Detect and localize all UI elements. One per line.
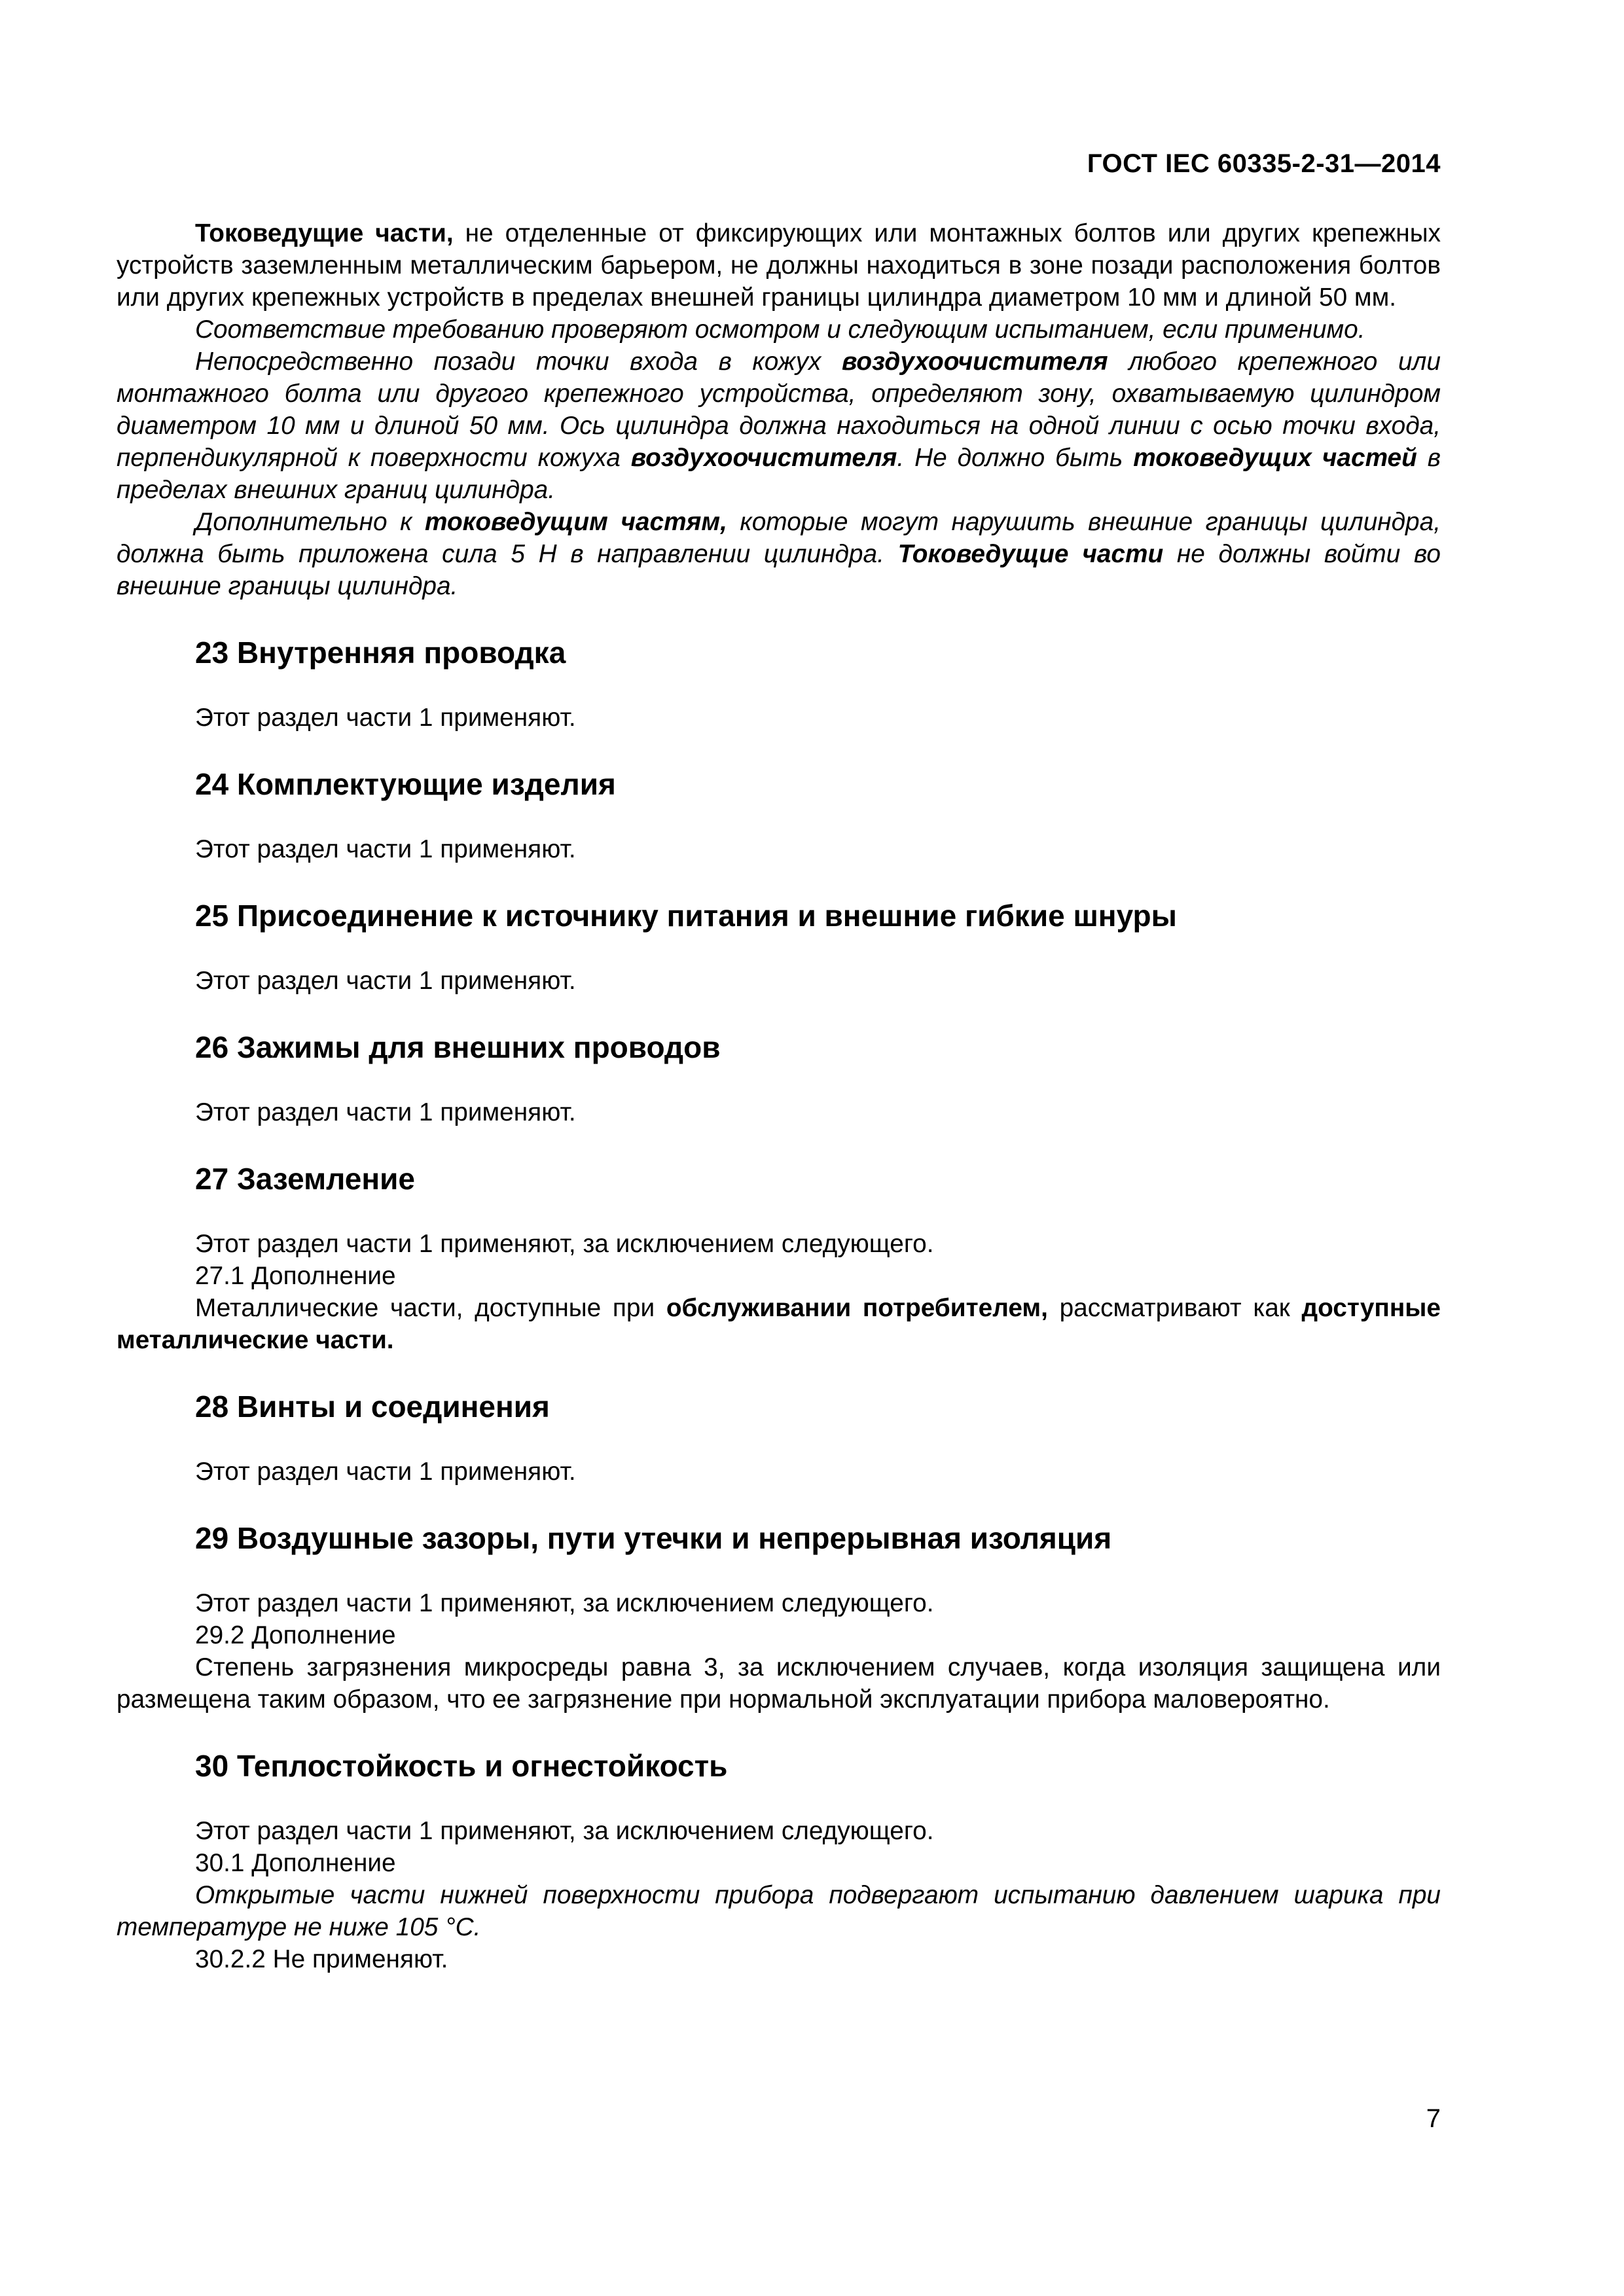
section-29-subclause: 29.2 Дополнение xyxy=(195,1621,396,1649)
section-29-paragraph: Степень загрязнения микросреды равна 3, за исключением случаев, когда изоляция защищена или размещена таким образом, что ее загрязнение при нормальной эксплуатации прибора маловероятно. xyxy=(117,1653,1441,1713)
section-27-paragraph xyxy=(117,1292,1441,1356)
section-24-text: Этот раздел части 1 применяют. xyxy=(195,835,576,863)
section-25-text: Этот раздел части 1 применяют. xyxy=(195,967,576,995)
section-25-title: 25 Присоединение к источнику питания и внешние гибкие шнуры xyxy=(195,899,1177,933)
section-23-title: 23 Внутренняя проводка xyxy=(195,636,566,670)
term-live-parts-2: токоведущих частей xyxy=(1133,444,1417,472)
standard-header: ГОСТ IEC 60335-2-31—2014 xyxy=(1087,149,1441,178)
section-23-text: Этот раздел части 1 применяют. xyxy=(195,704,576,732)
section-30-text: Этот раздел части 1 применяют, за исключением следующего. xyxy=(195,1817,934,1845)
section-29-title: 29 Воздушные зазоры, пути утечки и непрерывная изоляция xyxy=(195,1521,1112,1555)
section-29-text: Этот раздел части 1 применяют, за исключением следующего. xyxy=(195,1589,934,1617)
intro-p1-text: не отделенные от фиксирующих или монтажных болтов или других крепежных устройств заземленным металлическим барьером, не должны находиться в зоне позади расположения болтов или других крепежных устройств в пределах внешней границы цилиндра диаметром 10 мм и длиной 50 мм. xyxy=(117,219,1441,312)
intro-p4-c: которые могут нарушить внешние границы цилиндра, должна быть приложена сила 5 Н в направлении цилиндра. xyxy=(117,508,1441,568)
term-live-parts-4: Токоведущие части xyxy=(897,540,1164,568)
intro-p3-a: Непосредственно позади точки входа в кожух xyxy=(195,348,842,376)
section-30-last-line: 30.2.2 Не применяют. xyxy=(195,1945,448,1973)
term-air-cleaner-1: воздухоочистителя xyxy=(841,348,1108,376)
section-30-italic-paragraph: Открытые части нижней поверхности прибора подвергают испытанию давлением шарика при температуре не ниже 105 °С. xyxy=(117,1881,1441,1941)
term-air-cleaner-2: воздухоочистителя xyxy=(630,444,897,472)
intro-p4-e: не должны войти во внешние границы цилиндра. xyxy=(117,540,1441,600)
section-27-title: 27 Заземление xyxy=(195,1162,416,1196)
section-27-subclause: 27.1 Дополнение xyxy=(195,1262,396,1290)
intro-paragraph-2: Соответствие требованию проверяют осмотром и следующим испытанием, если применимо. xyxy=(195,315,1365,344)
intro-p3-e: . Не должно быть xyxy=(897,444,1134,472)
intro-p3-c: любого крепежного или монтажного болта или другого крепежного устройства, определяют зону, охватываемую цилиндром диаметром 10 мм и длиной 50 мм. Ось цилиндра должна находиться на одной линии с осью точки входа, перпендикулярной к поверхности кожуха xyxy=(117,348,1441,472)
section-30-subclause: 30.1 Дополнение xyxy=(195,1849,396,1877)
section-28-title: 28 Винты и соединения xyxy=(195,1390,550,1424)
section-27-text: Этот раздел части 1 применяют, за исключением следующего. xyxy=(195,1230,934,1258)
s27-p-a: Металлические части, доступные при xyxy=(195,1294,666,1322)
section-28-text: Этот раздел части 1 применяют. xyxy=(195,1458,576,1486)
term-user-maintenance: обслуживании потребителем, xyxy=(666,1294,1048,1322)
section-24-title: 24 Комплектующие изделия xyxy=(195,767,616,801)
term-accessible-metal-parts: доступные металлические части. xyxy=(117,1294,1441,1354)
term-live-parts-3: токоведущим частям, xyxy=(424,508,727,536)
intro-p3-g: в пределах внешних границ цилиндра. xyxy=(117,444,1441,504)
intro-p4-a: Дополнительно к xyxy=(195,508,425,536)
intro-paragraph-1 xyxy=(117,217,1441,314)
section-26-text: Этот раздел части 1 применяют. xyxy=(195,1098,576,1126)
page-content xyxy=(117,217,1441,1975)
s27-p-c: рассматривают как xyxy=(1047,1294,1302,1322)
term-live-parts: Токоведущие части, xyxy=(195,219,454,247)
section-30-title: 30 Теплостойкость и огнестойкость xyxy=(195,1749,728,1783)
section-26-title: 26 Зажимы для внешних проводов xyxy=(195,1030,721,1064)
intro-paragraph-3 xyxy=(117,346,1441,506)
page-number: 7 xyxy=(1426,2104,1441,2133)
intro-paragraph-4 xyxy=(117,506,1441,602)
